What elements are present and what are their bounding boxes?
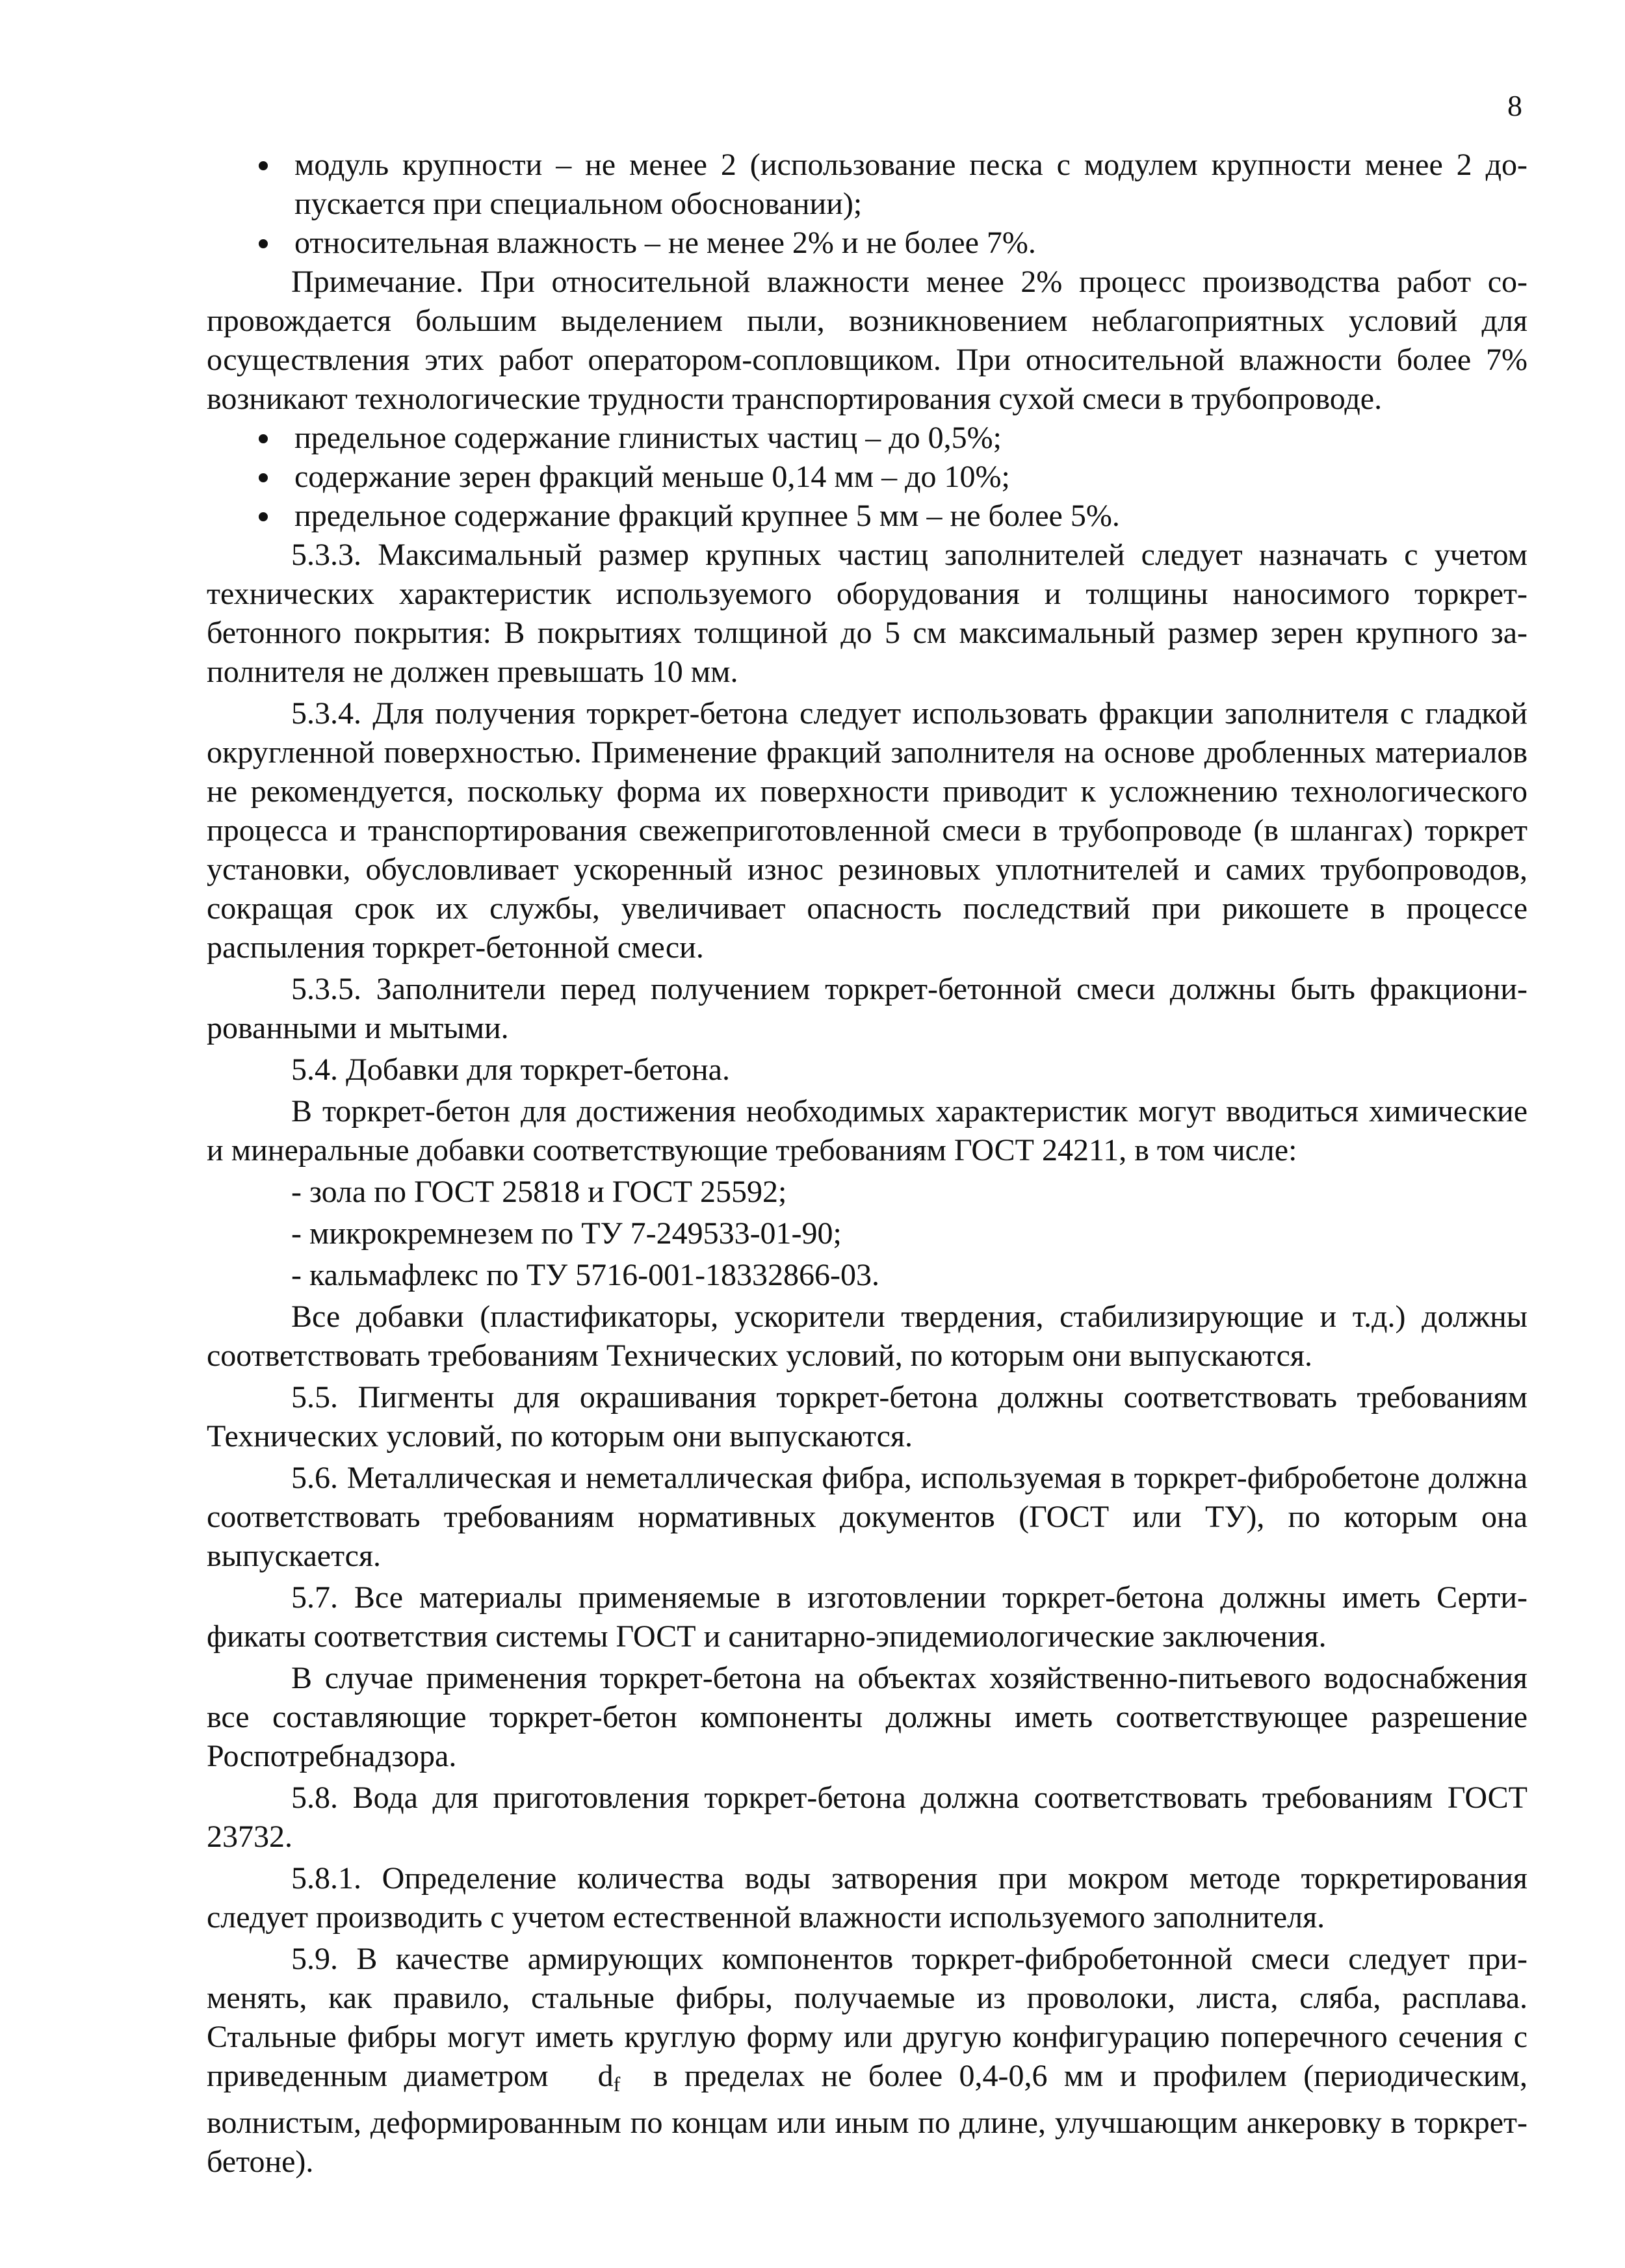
additive-item: - зола по ГОСТ 25818 и ГОСТ 25592; (291, 1175, 787, 1209)
section-5-9-text-b: в пределах не более 0,4-0,6 мм и профилем (периодическим, волнистым, деформированным по концам или иным по длине, улучшающим анкеровку в торкрет-бетоне). (207, 2059, 1528, 2179)
bullet-item (207, 497, 1528, 536)
section-5-9 (207, 1940, 1528, 2182)
bullet-dot-icon (259, 434, 268, 443)
bullet-item (207, 146, 1528, 224)
bullet-text: содержание зерен фракций меньше 0,14 мм – до 10%; (294, 460, 1010, 494)
section-5-8-1: 5.8.1. Определение количества воды затворения при мокром методе торкретирования следует производить с учетом естественной влажности используемого заполнителя. (207, 1861, 1528, 1935)
bullet-item (207, 458, 1528, 497)
bullet-text: модуль крупности – не менее 2 (использование песка с модулем крупности менее 2 допускается при специальном обосновании); (294, 148, 1528, 221)
bullet-text: предельное содержание фракций крупнее 5 мм – не более 5%. (294, 499, 1120, 533)
section-5-3-5: 5.3.5. Заполнители перед получением торкрет-бетонной смеси должны быть фракционированными и мытыми. (207, 972, 1528, 1045)
fiber-diameter-symbol: d (597, 2059, 614, 2093)
section-5-8: 5.8. Вода для приготовления торкрет-бетона должна соответствовать требованиям ГОСТ 23732. (207, 1780, 1528, 1854)
bullet-text: предельное содержание глинистых частиц – до 0,5%; (294, 421, 1002, 455)
section-5-3-4: 5.3.4. Для получения торкрет-бетона следует использовать фракции заполнителя с гладкой округленной поверхностью. Применение фракций заполнителя на основе дробленных материалов не рекомендуется, поскольку форма их поверхности приводит к усложнению технологического процесса и транспортирования свежеприготовленной смеси в трубопроводе (в шлангах) торкрет установки, обусловливает ускоренный износ резиновых уплотнителей и самих трубопроводов, сокращая срок их службы, увеличивает опасность последствий при рикошете в процессе распыления торкрет-бетонной смеси. (207, 696, 1528, 965)
section-5-9-text-a: 5.9. В качестве армирующих компонентов торкрет-фибробетонной смеси следует применять, как правило, стальные фибры, получаемые из проволоки, листа, сляба, расплава. Стальные фибры могут иметь круглую форму или другую конфигурацию поперечного сечения с приведенным диаметром (207, 1942, 1528, 2093)
bullet-dot-icon (259, 512, 268, 521)
section-5-4-tail: Все добавки (пластификаторы, ускорители твердения, стабилизирующие и т.д.) должны соответствовать требованиям Технических условий, по которым они выпускаются. (207, 1299, 1528, 1373)
section-5-3-3: 5.3.3. Максимальный размер крупных частиц заполнителей следует назначать с учетом технических характеристик используемого оборудования и толщины наносимого торкрет-бетонного покрытия: В покрытиях толщиной до 5 см максимальный размер зерен крупного заполнителя не должен превышать 10 мм. (207, 538, 1528, 689)
additive-item: - микрокремнезем по ТУ 7-249533-01-90; (291, 1216, 842, 1251)
bullet-text: относительная влажность – не менее 2% и не более 7%. (294, 226, 1036, 260)
bullet-dot-icon (259, 473, 268, 482)
bullet-item (207, 224, 1528, 263)
page-number: 8 (1507, 89, 1522, 122)
bullet-dot-icon (259, 161, 268, 170)
section-5-6: 5.6. Металлическая и неметаллическая фибра, используемая в торкрет-фибробетоне должна соответствовать требованиям нормативных документов (ГОСТ или ТУ), по которым она выпускается. (207, 1461, 1528, 1573)
note-paragraph: Примечание. При относительной влажности менее 2% процесс производства работ сопровождается большим выделением пыли, возникновением неблагоприятных условий для осуществления этих работ оператором-сопловщиком. При относительной влажности более 7% возникают технологические трудности транспортирования сухой смеси в трубопроводе. (207, 265, 1528, 416)
bullet-item (207, 419, 1528, 458)
document-body (207, 146, 1528, 2182)
section-5-4-heading: 5.4. Добавки для торкрет-бетона. (291, 1052, 730, 1087)
bullet-dot-icon (259, 239, 268, 248)
fiber-diameter-subscript: f (613, 2072, 621, 2096)
section-5-7-text: В случае применения торкрет-бетона на объектах хозяйственно-питьевого водоснабжения все составляющие торкрет-бетон компоненты должны иметь соответствующее разрешение Роспотребнадзора. (207, 1661, 1528, 1773)
section-5-5: 5.5. Пигменты для окрашивания торкрет-бетона должны соответствовать требованиям Технических условий, по которым они выпускаются. (207, 1380, 1528, 1453)
additive-item: - кальмафлекс по ТУ 5716-001-18332866-03. (291, 1258, 880, 1292)
section-5-4-text: В торкрет-бетон для достижения необходимых характеристик могут вводиться химические и минеральные добавки соответствующие требованиям ГОСТ 24211, в том числе: (207, 1094, 1528, 1167)
section-5-7: 5.7. Все материалы применяемые в изготовлении торкрет-бетона должны иметь Сертификаты соответствия системы ГОСТ и санитарно-эпидемиологические заключения. (207, 1580, 1528, 1654)
